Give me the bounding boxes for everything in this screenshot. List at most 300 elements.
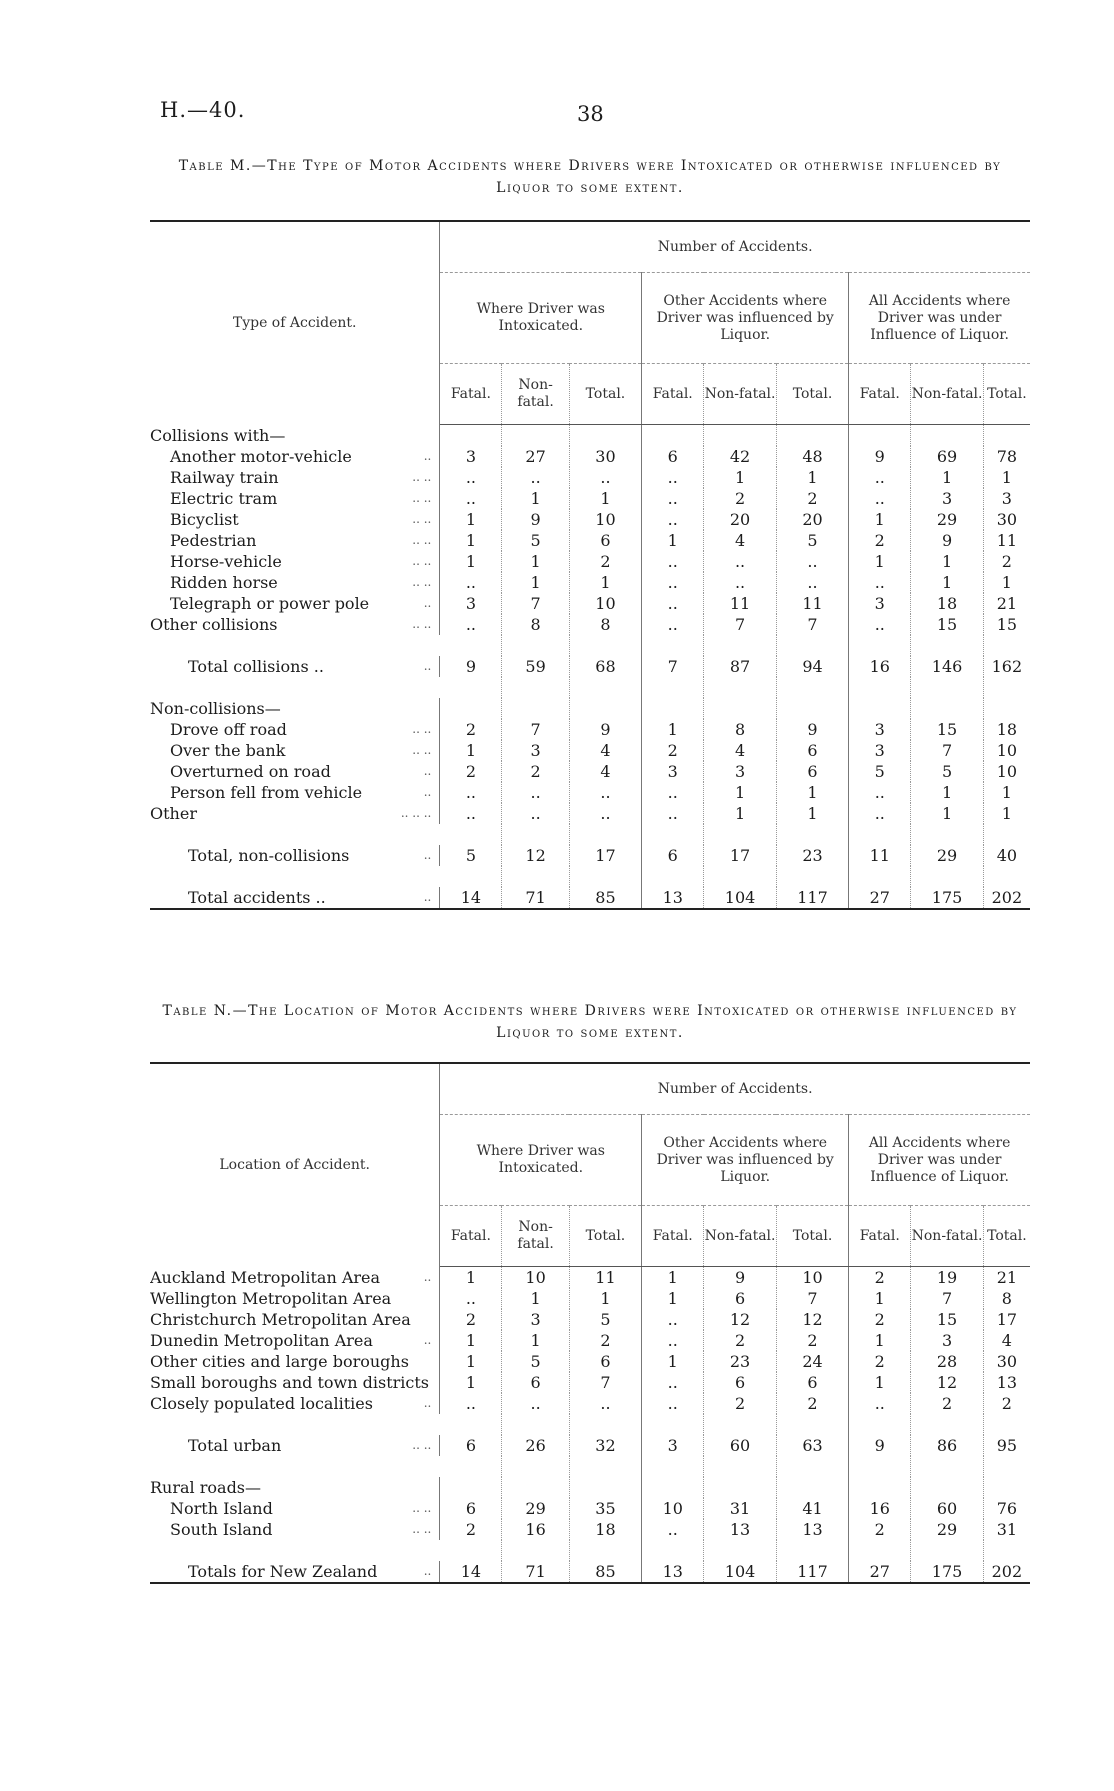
- table-cell: 63: [776, 1435, 848, 1456]
- table-cell: 29: [911, 1519, 983, 1540]
- subhead-total: Total.: [776, 1206, 848, 1267]
- table-row: [150, 740, 1030, 761]
- page-number: 38: [577, 102, 604, 126]
- table-cell: [983, 698, 1030, 719]
- table-cell: 87: [704, 656, 776, 677]
- table-cell: 35: [569, 1498, 641, 1519]
- table-row: [150, 719, 1030, 740]
- table-cell: 7: [704, 614, 776, 635]
- table-cell: 21: [983, 593, 1030, 614]
- table-cell: 9: [776, 719, 848, 740]
- group-header-all: All Accidents where Driver was under Influence of Liquor.: [849, 273, 1030, 364]
- table-cell: 27: [849, 887, 911, 909]
- table-cell: 2: [849, 1309, 911, 1330]
- table-cell: ..: [642, 1372, 704, 1393]
- table-cell: ..: [642, 782, 704, 803]
- table-cell: 1: [983, 467, 1030, 488]
- leader-dots: ..: [424, 593, 432, 614]
- table-cell: 6: [776, 740, 848, 761]
- table-cell: 6: [569, 530, 641, 551]
- table-cell: 11: [983, 530, 1030, 551]
- table-row: [150, 803, 1030, 824]
- table-cell: 17: [983, 1309, 1030, 1330]
- leader-dots: .. ..: [412, 467, 431, 488]
- table-cell: 3: [704, 761, 776, 782]
- table-cell: 68: [569, 656, 641, 677]
- leader-dots: ..: [424, 446, 432, 467]
- table-cell: ..: [642, 1519, 704, 1540]
- table-cell: 3: [983, 488, 1030, 509]
- table-cell: 202: [983, 887, 1030, 909]
- group-header-all: All Accidents where Driver was under Influence of Liquor.: [849, 1115, 1030, 1206]
- table-row: [150, 845, 1030, 866]
- table-cell: 1: [911, 551, 983, 572]
- table-cell: ..: [465, 1289, 476, 1308]
- table-cell: 1: [849, 1330, 911, 1351]
- table-cell: 21: [983, 1267, 1030, 1289]
- table-cell: 10: [776, 1267, 848, 1289]
- table-row: [150, 1435, 1030, 1456]
- table-cell: 31: [983, 1519, 1030, 1540]
- table-cell: 60: [911, 1498, 983, 1519]
- table-cell: 1: [704, 803, 776, 824]
- table-cell: [704, 425, 776, 447]
- page-reference: H.—40.: [160, 98, 246, 122]
- subhead-nonfatal: Non-fatal.: [704, 1206, 776, 1267]
- row-label: Electric tram .. ..: [150, 488, 440, 509]
- row-label: Rural roads—: [150, 1477, 440, 1498]
- leader-dots: .. ..: [412, 719, 431, 740]
- table-row: [150, 656, 1030, 677]
- table-cell: 6: [642, 446, 704, 467]
- row-label: Small boroughs and town districts: [150, 1372, 440, 1393]
- table-cell: 9: [849, 1435, 911, 1456]
- table-cell: 13: [704, 1519, 776, 1540]
- table-cell: 1: [569, 488, 641, 509]
- table-row: [150, 698, 1030, 719]
- table-cell: 2: [983, 1393, 1030, 1414]
- table-cell: 23: [776, 845, 848, 866]
- row-label: Closely populated localities ..: [150, 1393, 440, 1414]
- table-cell: ..: [465, 615, 476, 634]
- table-cell: 175: [911, 1561, 983, 1583]
- table-cell: 48: [776, 446, 848, 467]
- table-cell: 13: [642, 1561, 704, 1583]
- table-cell: 16: [502, 1519, 569, 1540]
- table-cell: 1: [776, 467, 848, 488]
- table-cell: 1: [776, 803, 848, 824]
- table-cell: 6: [465, 1436, 476, 1455]
- table-cell: 7: [502, 719, 569, 740]
- table-m: [150, 220, 1030, 910]
- row-label: Another motor-vehicle ..: [150, 446, 440, 467]
- table-cell: [911, 425, 983, 447]
- table-cell: ..: [849, 572, 911, 593]
- table-cell: 1: [569, 572, 641, 593]
- table-cell: 117: [776, 1561, 848, 1583]
- table-row: [150, 425, 1030, 447]
- table-n: [150, 1062, 1030, 1584]
- table-cell: [776, 1477, 848, 1498]
- table-cell: ..: [465, 489, 476, 508]
- table-cell: 6: [502, 1372, 569, 1393]
- table-cell: 94: [776, 656, 848, 677]
- table-cell: 7: [642, 656, 704, 677]
- table-cell: 18: [569, 1519, 641, 1540]
- table-cell: [704, 1477, 776, 1498]
- table-row: [150, 1477, 1030, 1498]
- group-header-influenced: Other Accidents where Driver was influenced by Liquor.: [642, 273, 849, 364]
- table-cell: 1: [642, 530, 704, 551]
- table-cell: 85: [569, 1561, 641, 1583]
- table-cell: 104: [704, 887, 776, 909]
- table-cell: ..: [642, 1393, 704, 1414]
- table-cell: 30: [983, 509, 1030, 530]
- table-cell: 1: [465, 1331, 476, 1350]
- table-cell: 2: [704, 488, 776, 509]
- leader-dots: ..: [424, 656, 432, 677]
- table-cell: 12: [502, 845, 569, 866]
- table-cell: 2: [569, 551, 641, 572]
- table-row: [150, 488, 1030, 509]
- table-cell: 2: [704, 1393, 776, 1414]
- spacer-row: [150, 677, 1030, 698]
- table-cell: ..: [642, 488, 704, 509]
- table-cell: [642, 1477, 704, 1498]
- table-cell: 2: [465, 1520, 476, 1539]
- table-cell: 7: [776, 1288, 848, 1309]
- number-header: Number of Accidents.: [440, 221, 1030, 273]
- table-cell: ..: [642, 1330, 704, 1351]
- table-cell: ..: [849, 1393, 911, 1414]
- leader-dots: ..: [424, 1393, 432, 1414]
- table-cell: 27: [502, 446, 569, 467]
- table-cell: ..: [704, 572, 776, 593]
- table-cell: 14: [440, 887, 502, 909]
- table-cell: 6: [569, 1351, 641, 1372]
- spacer-row: [150, 1456, 1030, 1477]
- table-cell: 15: [911, 1309, 983, 1330]
- table-cell: 10: [569, 593, 641, 614]
- table-cell: [983, 425, 1030, 447]
- table-m-caption: Table M.—The Type of Motor Accidents where Drivers were Intoxicated or otherwise influenced by Liquor to some extent.: [178, 158, 1002, 196]
- leader-dots: .. ..: [412, 551, 431, 572]
- row-label: Bicyclist .. ..: [150, 509, 440, 530]
- table-cell: ..: [569, 1393, 641, 1414]
- table-cell: 162: [983, 656, 1030, 677]
- table-cell: ..: [465, 468, 476, 487]
- spacer-row: [150, 824, 1030, 845]
- table-cell: 2: [465, 720, 476, 739]
- table-cell: 1: [642, 1267, 704, 1289]
- table-cell: 1: [911, 467, 983, 488]
- table-cell: ..: [502, 1393, 569, 1414]
- table-cell: 4: [704, 530, 776, 551]
- table-row: [150, 614, 1030, 635]
- table-cell: [911, 1477, 983, 1498]
- table-cell: 9: [849, 446, 911, 467]
- table-cell: ..: [569, 803, 641, 824]
- leader-dots: .. ..: [412, 1498, 431, 1519]
- table-cell: ..: [502, 782, 569, 803]
- table-cell: 20: [776, 509, 848, 530]
- leader-dots: ..: [424, 1267, 432, 1288]
- table-cell: 5: [776, 530, 848, 551]
- table-cell: ..: [849, 488, 911, 509]
- row-label: Telegraph or power pole ..: [150, 593, 440, 614]
- subhead-fatal: Fatal.: [440, 1206, 502, 1267]
- table-cell: ..: [642, 509, 704, 530]
- row-label: Over the bank .. ..: [150, 740, 440, 761]
- table-cell: 3: [642, 761, 704, 782]
- table-cell: 7: [776, 614, 848, 635]
- table-cell: 1: [465, 741, 476, 760]
- table-cell: 12: [776, 1309, 848, 1330]
- table-cell: 11: [849, 845, 911, 866]
- table-cell: 2: [911, 1393, 983, 1414]
- group-header-intoxicated: Where Driver was Intoxicated.: [440, 273, 642, 364]
- table-cell: 1: [502, 572, 569, 593]
- table-cell: 13: [983, 1372, 1030, 1393]
- table-cell: 2: [465, 1310, 476, 1329]
- row-label: Horse-vehicle .. ..: [150, 551, 440, 572]
- table-cell: 71: [502, 887, 569, 909]
- subhead-fatal: Fatal.: [849, 364, 911, 425]
- table-cell: 18: [983, 719, 1030, 740]
- table-cell: 3: [849, 593, 911, 614]
- table-cell: 3: [502, 740, 569, 761]
- leader-dots: .. ..: [412, 488, 431, 509]
- table-cell: 16: [849, 656, 911, 677]
- table-cell: 16: [849, 1498, 911, 1519]
- table-cell: ..: [642, 614, 704, 635]
- table-cell: ..: [465, 573, 476, 592]
- row-label: Other .. .. ..: [150, 803, 440, 824]
- table-cell: 5: [502, 530, 569, 551]
- subhead-nonfatal: Non-fatal.: [502, 364, 569, 425]
- table-cell: ..: [849, 614, 911, 635]
- leader-dots: .. ..: [412, 614, 431, 635]
- table-cell: 6: [776, 761, 848, 782]
- table-row: [150, 551, 1030, 572]
- leader-dots: ..: [424, 887, 432, 908]
- table-cell: 5: [849, 761, 911, 782]
- leader-dots: ..: [424, 845, 432, 866]
- table-cell: 2: [642, 740, 704, 761]
- row-label: Overturned on road ..: [150, 761, 440, 782]
- table-cell: 6: [704, 1288, 776, 1309]
- table-cell: 9: [502, 509, 569, 530]
- table-cell: 3: [911, 488, 983, 509]
- table-cell: 30: [983, 1351, 1030, 1372]
- table-row: [150, 530, 1030, 551]
- leader-dots: ..: [424, 1561, 432, 1582]
- table-row: [150, 1519, 1030, 1540]
- table-cell: 23: [704, 1351, 776, 1372]
- table-cell: 10: [642, 1498, 704, 1519]
- table-cell: 1: [983, 803, 1030, 824]
- table-cell: 31: [704, 1498, 776, 1519]
- table-cell: 12: [911, 1372, 983, 1393]
- row-label: Person fell from vehicle ..: [150, 782, 440, 803]
- table-cell: ..: [776, 551, 848, 572]
- table-cell: [776, 425, 848, 447]
- table-cell: 11: [704, 593, 776, 614]
- table-cell: 175: [911, 887, 983, 909]
- table-cell: 8: [569, 614, 641, 635]
- table-cell: 1: [849, 551, 911, 572]
- table-cell: 117: [776, 887, 848, 909]
- table-cell: 104: [704, 1561, 776, 1583]
- table-cell: ..: [502, 803, 569, 824]
- table-cell: 10: [983, 740, 1030, 761]
- table-cell: 2: [849, 1267, 911, 1289]
- table-cell: ..: [776, 572, 848, 593]
- table-cell: 2: [849, 1519, 911, 1540]
- leader-dots: .. ..: [412, 1519, 431, 1540]
- subhead-nonfatal: Non-fatal.: [911, 364, 983, 425]
- table-cell: 2: [465, 762, 476, 781]
- table-cell: 29: [911, 509, 983, 530]
- row-label: North Island .. ..: [150, 1498, 440, 1519]
- table-cell: 5: [911, 761, 983, 782]
- leader-dots: ..: [424, 782, 432, 803]
- table-cell: ..: [465, 783, 476, 802]
- table-cell: 5: [569, 1309, 641, 1330]
- table-row: [150, 761, 1030, 782]
- row-label: South Island .. ..: [150, 1519, 440, 1540]
- table-cell: 9: [465, 657, 476, 676]
- table-cell: 11: [776, 593, 848, 614]
- table-row: [150, 446, 1030, 467]
- leader-dots: .. ..: [412, 530, 431, 551]
- table-cell: 7: [911, 740, 983, 761]
- table-cell: 1: [849, 1372, 911, 1393]
- table-cell: 95: [983, 1435, 1030, 1456]
- table-cell: ..: [642, 1309, 704, 1330]
- table-cell: 3: [849, 740, 911, 761]
- leader-dots: ..: [424, 1330, 432, 1351]
- table-cell: 1: [502, 1330, 569, 1351]
- table-cell: 1: [465, 510, 476, 529]
- table-cell: 3: [502, 1309, 569, 1330]
- table-cell: 2: [776, 1393, 848, 1414]
- row-label: Totals for New Zealand ..: [150, 1561, 440, 1583]
- table-row: [150, 1561, 1030, 1583]
- table-cell: ..: [642, 593, 704, 614]
- table-cell: 2: [569, 1330, 641, 1351]
- table-cell: ..: [849, 803, 911, 824]
- row-label: Other collisions .. ..: [150, 614, 440, 635]
- table-cell: 2: [776, 1330, 848, 1351]
- table-cell: 1: [465, 1268, 476, 1287]
- leader-dots: ..: [424, 761, 432, 782]
- table-cell: 20: [704, 509, 776, 530]
- table-cell: [983, 1477, 1030, 1498]
- table-cell: 15: [983, 614, 1030, 635]
- table-cell: ..: [704, 551, 776, 572]
- table-cell: 13: [642, 887, 704, 909]
- table-cell: 7: [502, 593, 569, 614]
- table-cell: 7: [569, 1372, 641, 1393]
- table-cell: ..: [642, 803, 704, 824]
- table-cell: 1: [849, 1288, 911, 1309]
- table-cell: 1: [502, 1288, 569, 1309]
- subhead-total: Total.: [569, 364, 641, 425]
- table-cell: 30: [569, 446, 641, 467]
- table-cell: ..: [642, 551, 704, 572]
- table-cell: ..: [569, 782, 641, 803]
- row-label: Total, non-collisions ..: [150, 845, 440, 866]
- table-cell: 42: [704, 446, 776, 467]
- table-cell: 1: [704, 782, 776, 803]
- table-cell: 17: [569, 845, 641, 866]
- spacer-row: [150, 1540, 1030, 1561]
- table-cell: ..: [849, 782, 911, 803]
- table-cell: 9: [569, 719, 641, 740]
- table-row: [150, 1498, 1030, 1519]
- table-cell: 17: [704, 845, 776, 866]
- table-cell: 9: [704, 1267, 776, 1289]
- table-row: [150, 1393, 1030, 1414]
- subhead-fatal: Fatal.: [642, 1206, 704, 1267]
- subhead-nonfatal: Non-fatal.: [704, 364, 776, 425]
- table-cell: [502, 425, 569, 447]
- table-cell: 40: [983, 845, 1030, 866]
- table-cell: ..: [569, 467, 641, 488]
- number-header: Number of Accidents.: [440, 1063, 1030, 1115]
- table-cell: 2: [502, 761, 569, 782]
- table-cell: 86: [911, 1435, 983, 1456]
- table-row: [150, 1267, 1030, 1289]
- row-label: Auckland Metropolitan Area ..: [150, 1267, 440, 1289]
- table-n-caption: Table N.—The Location of Motor Accidents where Drivers were Intoxicated or otherwise influenced by Liquor to some extent.: [162, 1003, 1018, 1041]
- table-row: [150, 1288, 1030, 1309]
- table-row: [150, 1372, 1030, 1393]
- table-cell: 4: [569, 761, 641, 782]
- table-cell: 11: [569, 1267, 641, 1289]
- table-cell: ..: [465, 1394, 476, 1413]
- table-cell: 6: [465, 1499, 476, 1518]
- table-cell: 19: [911, 1267, 983, 1289]
- table-cell: 2: [849, 530, 911, 551]
- table-cell: 3: [465, 447, 476, 466]
- table-row: [150, 572, 1030, 593]
- table-cell: 14: [440, 1561, 502, 1583]
- subhead-fatal: Fatal.: [849, 1206, 911, 1267]
- table-cell: 76: [983, 1498, 1030, 1519]
- table-cell: [569, 1477, 641, 1498]
- table-cell: 2: [776, 488, 848, 509]
- table-cell: 1: [465, 531, 476, 550]
- table-cell: 59: [502, 656, 569, 677]
- leader-dots: .. ..: [412, 740, 431, 761]
- table-cell: 1: [642, 1351, 704, 1372]
- table-cell: 12: [704, 1309, 776, 1330]
- subhead-total: Total.: [569, 1206, 641, 1267]
- table-cell: ..: [502, 467, 569, 488]
- table-cell: [704, 698, 776, 719]
- table-cell: 1: [502, 551, 569, 572]
- table-cell: 60: [704, 1435, 776, 1456]
- table-cell: ..: [642, 467, 704, 488]
- table-cell: 1: [642, 1288, 704, 1309]
- table-cell: [911, 698, 983, 719]
- leader-dots: .. ..: [412, 509, 431, 530]
- table-cell: 146: [911, 656, 983, 677]
- table-cell: 1: [911, 572, 983, 593]
- table-cell: 18: [911, 593, 983, 614]
